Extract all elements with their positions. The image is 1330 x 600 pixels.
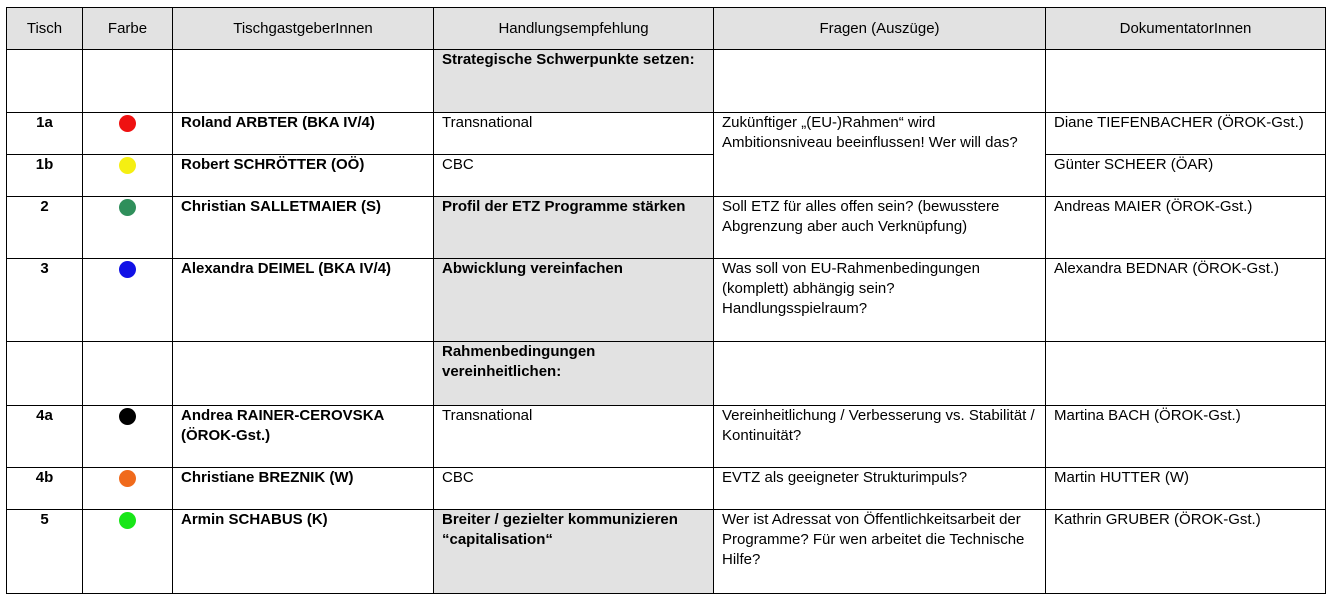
- header-tisch: Tisch: [7, 8, 83, 50]
- blue-dot-icon: [119, 261, 136, 278]
- section-title: Strategische Schwerpunkte setzen:: [434, 50, 714, 113]
- section-title: Rahmenbedingungen vereinheitlichen:: [434, 342, 714, 405]
- documenter-name: Martina BACH (ÖROK-Gst.): [1046, 405, 1326, 467]
- empty-cell: [173, 342, 434, 405]
- table-row-2: [7, 197, 1326, 259]
- empty-cell: [1046, 342, 1326, 405]
- host-name: Andrea RAINER-CEROVSKA (ÖROK-Gst.): [173, 405, 434, 467]
- table-row-1b: [7, 155, 1326, 197]
- table-row-4b: [7, 467, 1326, 509]
- question-text: Vereinheitlichung / Verbesserung vs. Stabilität / Kontinuität?: [714, 405, 1046, 467]
- documenter-name: Andreas MAIER (ÖROK-Gst.): [1046, 197, 1326, 259]
- yellow-dot-icon: [119, 157, 136, 174]
- host-name: Christiane BREZNIK (W): [173, 467, 434, 509]
- empty-cell: [7, 342, 83, 405]
- host-name: Robert SCHRÖTTER (OÖ): [173, 155, 434, 197]
- section-row-framework: [7, 342, 1326, 405]
- black-dot-icon: [119, 408, 136, 425]
- host-name: Christian SALLETMAIER (S): [173, 197, 434, 259]
- orange-dot-icon: [119, 470, 136, 487]
- question-text: EVTZ als geeigneter Strukturimpuls?: [714, 467, 1046, 509]
- table-number: 2: [7, 197, 83, 259]
- host-name: Armin SCHABUS (K): [173, 509, 434, 593]
- table-number: 3: [7, 259, 83, 342]
- host-name: Alexandra DEIMEL (BKA IV/4): [173, 259, 434, 342]
- table-number: 4a: [7, 405, 83, 467]
- recommendation-text: Abwicklung vereinfachen: [434, 259, 714, 342]
- empty-cell: [714, 342, 1046, 405]
- table-number: 1a: [7, 113, 83, 155]
- empty-cell: [83, 50, 173, 113]
- world-cafe-table: [6, 7, 1326, 594]
- documenter-name: Alexandra BEDNAR (ÖROK-Gst.): [1046, 259, 1326, 342]
- documenter-name: Günter SCHEER (ÖAR): [1046, 155, 1326, 197]
- documenter-name: Martin HUTTER (W): [1046, 467, 1326, 509]
- table-number: 1b: [7, 155, 83, 197]
- table-row-3: [7, 259, 1326, 342]
- documenter-name: Kathrin GRUBER (ÖROK-Gst.): [1046, 509, 1326, 593]
- recommendation-text: CBC: [434, 467, 714, 509]
- header-farbe: Farbe: [83, 8, 173, 50]
- table-row-4a: [7, 405, 1326, 467]
- red-dot-icon: [119, 115, 136, 132]
- empty-cell: [7, 50, 83, 113]
- empty-cell: [714, 50, 1046, 113]
- header-recommendation: Handlungsempfehlung: [434, 8, 714, 50]
- documenter-name: Diane TIEFENBACHER (ÖROK-Gst.): [1046, 113, 1326, 155]
- question-text: Was soll von EU-Rahmenbedingungen (komplett) abhängig sein? Handlungsspielraum?: [714, 259, 1046, 342]
- empty-cell: [83, 342, 173, 405]
- empty-cell: [173, 50, 434, 113]
- host-name: Roland ARBTER (BKA IV/4): [173, 113, 434, 155]
- recommendation-text: CBC: [434, 155, 714, 197]
- lime-dot-icon: [119, 512, 136, 529]
- recommendation-text: Transnational: [434, 113, 714, 155]
- header-hosts: TischgastgeberInnen: [173, 8, 434, 50]
- recommendation-text: Profil der ETZ Programme stärken: [434, 197, 714, 259]
- table-number: 4b: [7, 467, 83, 509]
- question-text: Zukünftiger „(EU-)Rahmen“ wird Ambitionsniveau beeinflussen! Wer will das?: [714, 113, 1046, 197]
- question-text: Wer ist Adressat von Öffentlichkeitsarbeit der Programme? Für wen arbeitet die Technische Hilfe?: [714, 509, 1046, 593]
- question-text: Soll ETZ für alles offen sein? (bewusstere Abgrenzung aber auch Verknüpfung): [714, 197, 1046, 259]
- header-row: [7, 8, 1326, 50]
- empty-cell: [1046, 50, 1326, 113]
- recommendation-text: Breiter / gezielter kommunizieren “capitalisation“: [434, 509, 714, 593]
- table-row-1a: [7, 113, 1326, 155]
- table-number: 5: [7, 509, 83, 593]
- header-questions: Fragen (Auszüge): [714, 8, 1046, 50]
- header-documenters: DokumentatorInnen: [1046, 8, 1326, 50]
- green-dot-icon: [119, 199, 136, 216]
- section-row-strategic: [7, 50, 1326, 113]
- recommendation-text: Transnational: [434, 405, 714, 467]
- table-row-5: [7, 509, 1326, 593]
